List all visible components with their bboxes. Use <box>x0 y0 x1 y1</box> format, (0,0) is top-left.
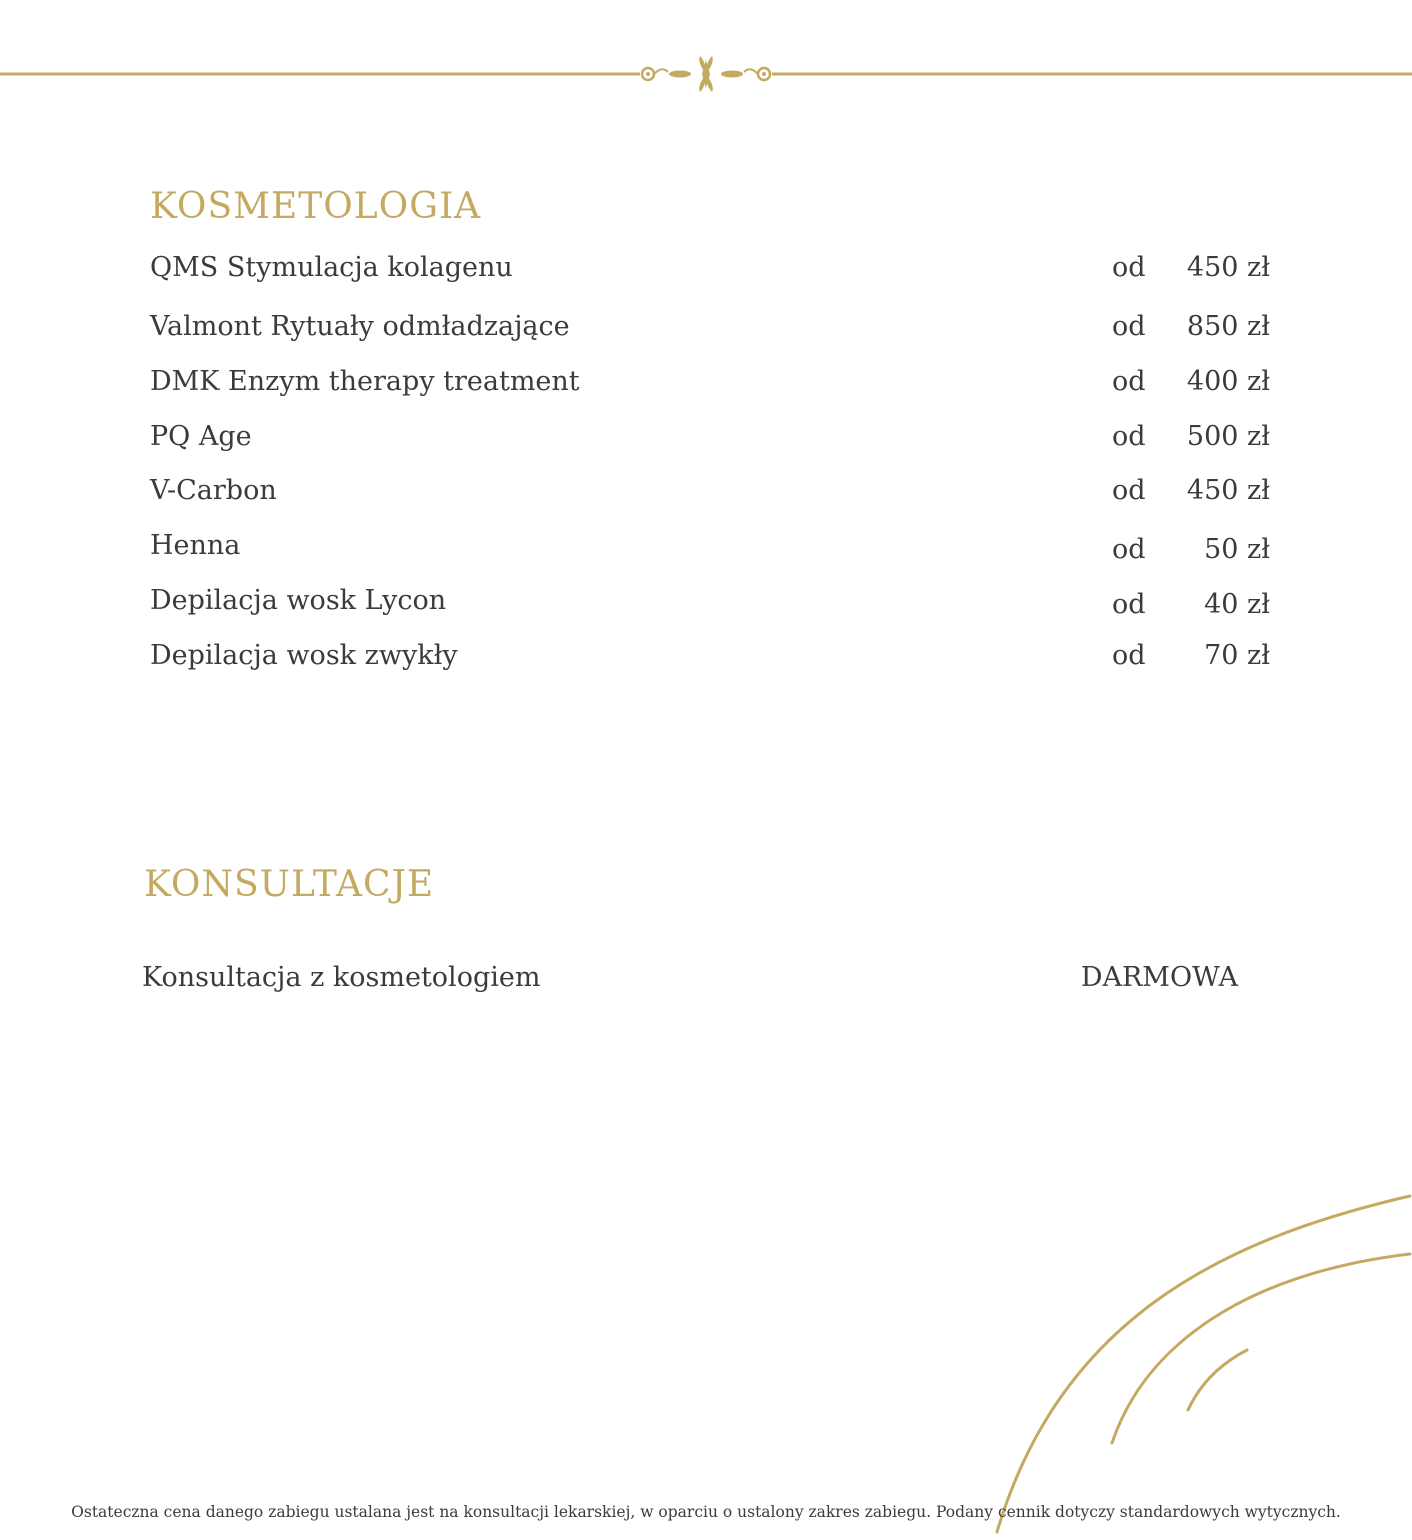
price-row <box>150 475 1270 515</box>
section-title-kosmetologia: KOSMETOLOGIA <box>150 186 482 227</box>
service-price: 50 zł <box>1204 534 1270 565</box>
service-name: PQ Age <box>150 421 252 452</box>
ornamental-divider-icon <box>0 52 1412 96</box>
service-name: DMK Enzym therapy treatment <box>150 366 580 397</box>
price-prefix: od <box>1112 475 1146 506</box>
price-row <box>150 640 1270 680</box>
service-price: 450 zł <box>1186 252 1270 283</box>
service-name: Konsultacja z kosmetologiem <box>142 962 541 993</box>
price-row <box>150 530 1270 570</box>
service-name: Depilacja wosk Lycon <box>150 585 447 616</box>
price-prefix: od <box>1112 366 1146 397</box>
service-price: 450 zł <box>1186 475 1270 506</box>
price-prefix: od <box>1112 421 1146 452</box>
price-row <box>150 366 1270 406</box>
price-prefix: od <box>1112 640 1146 671</box>
footnote: Ostateczna cena danego zabiegu ustalana jest na konsultacji lekarskiej, w oparciu o ustalony zakres zabiegu. Podany cennik dotyczy standardowych wytycznych. <box>71 1503 1341 1521</box>
price-prefix: od <box>1112 534 1146 565</box>
price-row <box>150 311 1270 351</box>
price-row <box>142 962 1238 1002</box>
service-name: Valmont Rytuały odmładzające <box>150 311 570 342</box>
service-price: 500 zł <box>1186 421 1270 452</box>
service-price: 400 zł <box>1186 366 1270 397</box>
price-prefix: od <box>1112 311 1146 342</box>
service-price: 850 zł <box>1186 311 1270 342</box>
price-prefix: od <box>1112 589 1146 620</box>
service-price: 70 zł <box>1204 640 1270 671</box>
price-row <box>150 421 1270 461</box>
service-price: 40 zł <box>1204 589 1270 620</box>
service-name: V-Carbon <box>150 475 277 506</box>
service-name: Henna <box>150 530 241 561</box>
service-name: QMS Stymulacja kolagenu <box>150 252 513 283</box>
price-prefix: od <box>1112 252 1146 283</box>
price-row <box>150 585 1270 625</box>
service-price: DARMOWA <box>1080 962 1238 993</box>
price-row <box>150 252 1270 292</box>
section-title-konsultacje: KONSULTACJE <box>144 864 435 905</box>
service-name: Depilacja wosk zwykły <box>150 640 458 671</box>
